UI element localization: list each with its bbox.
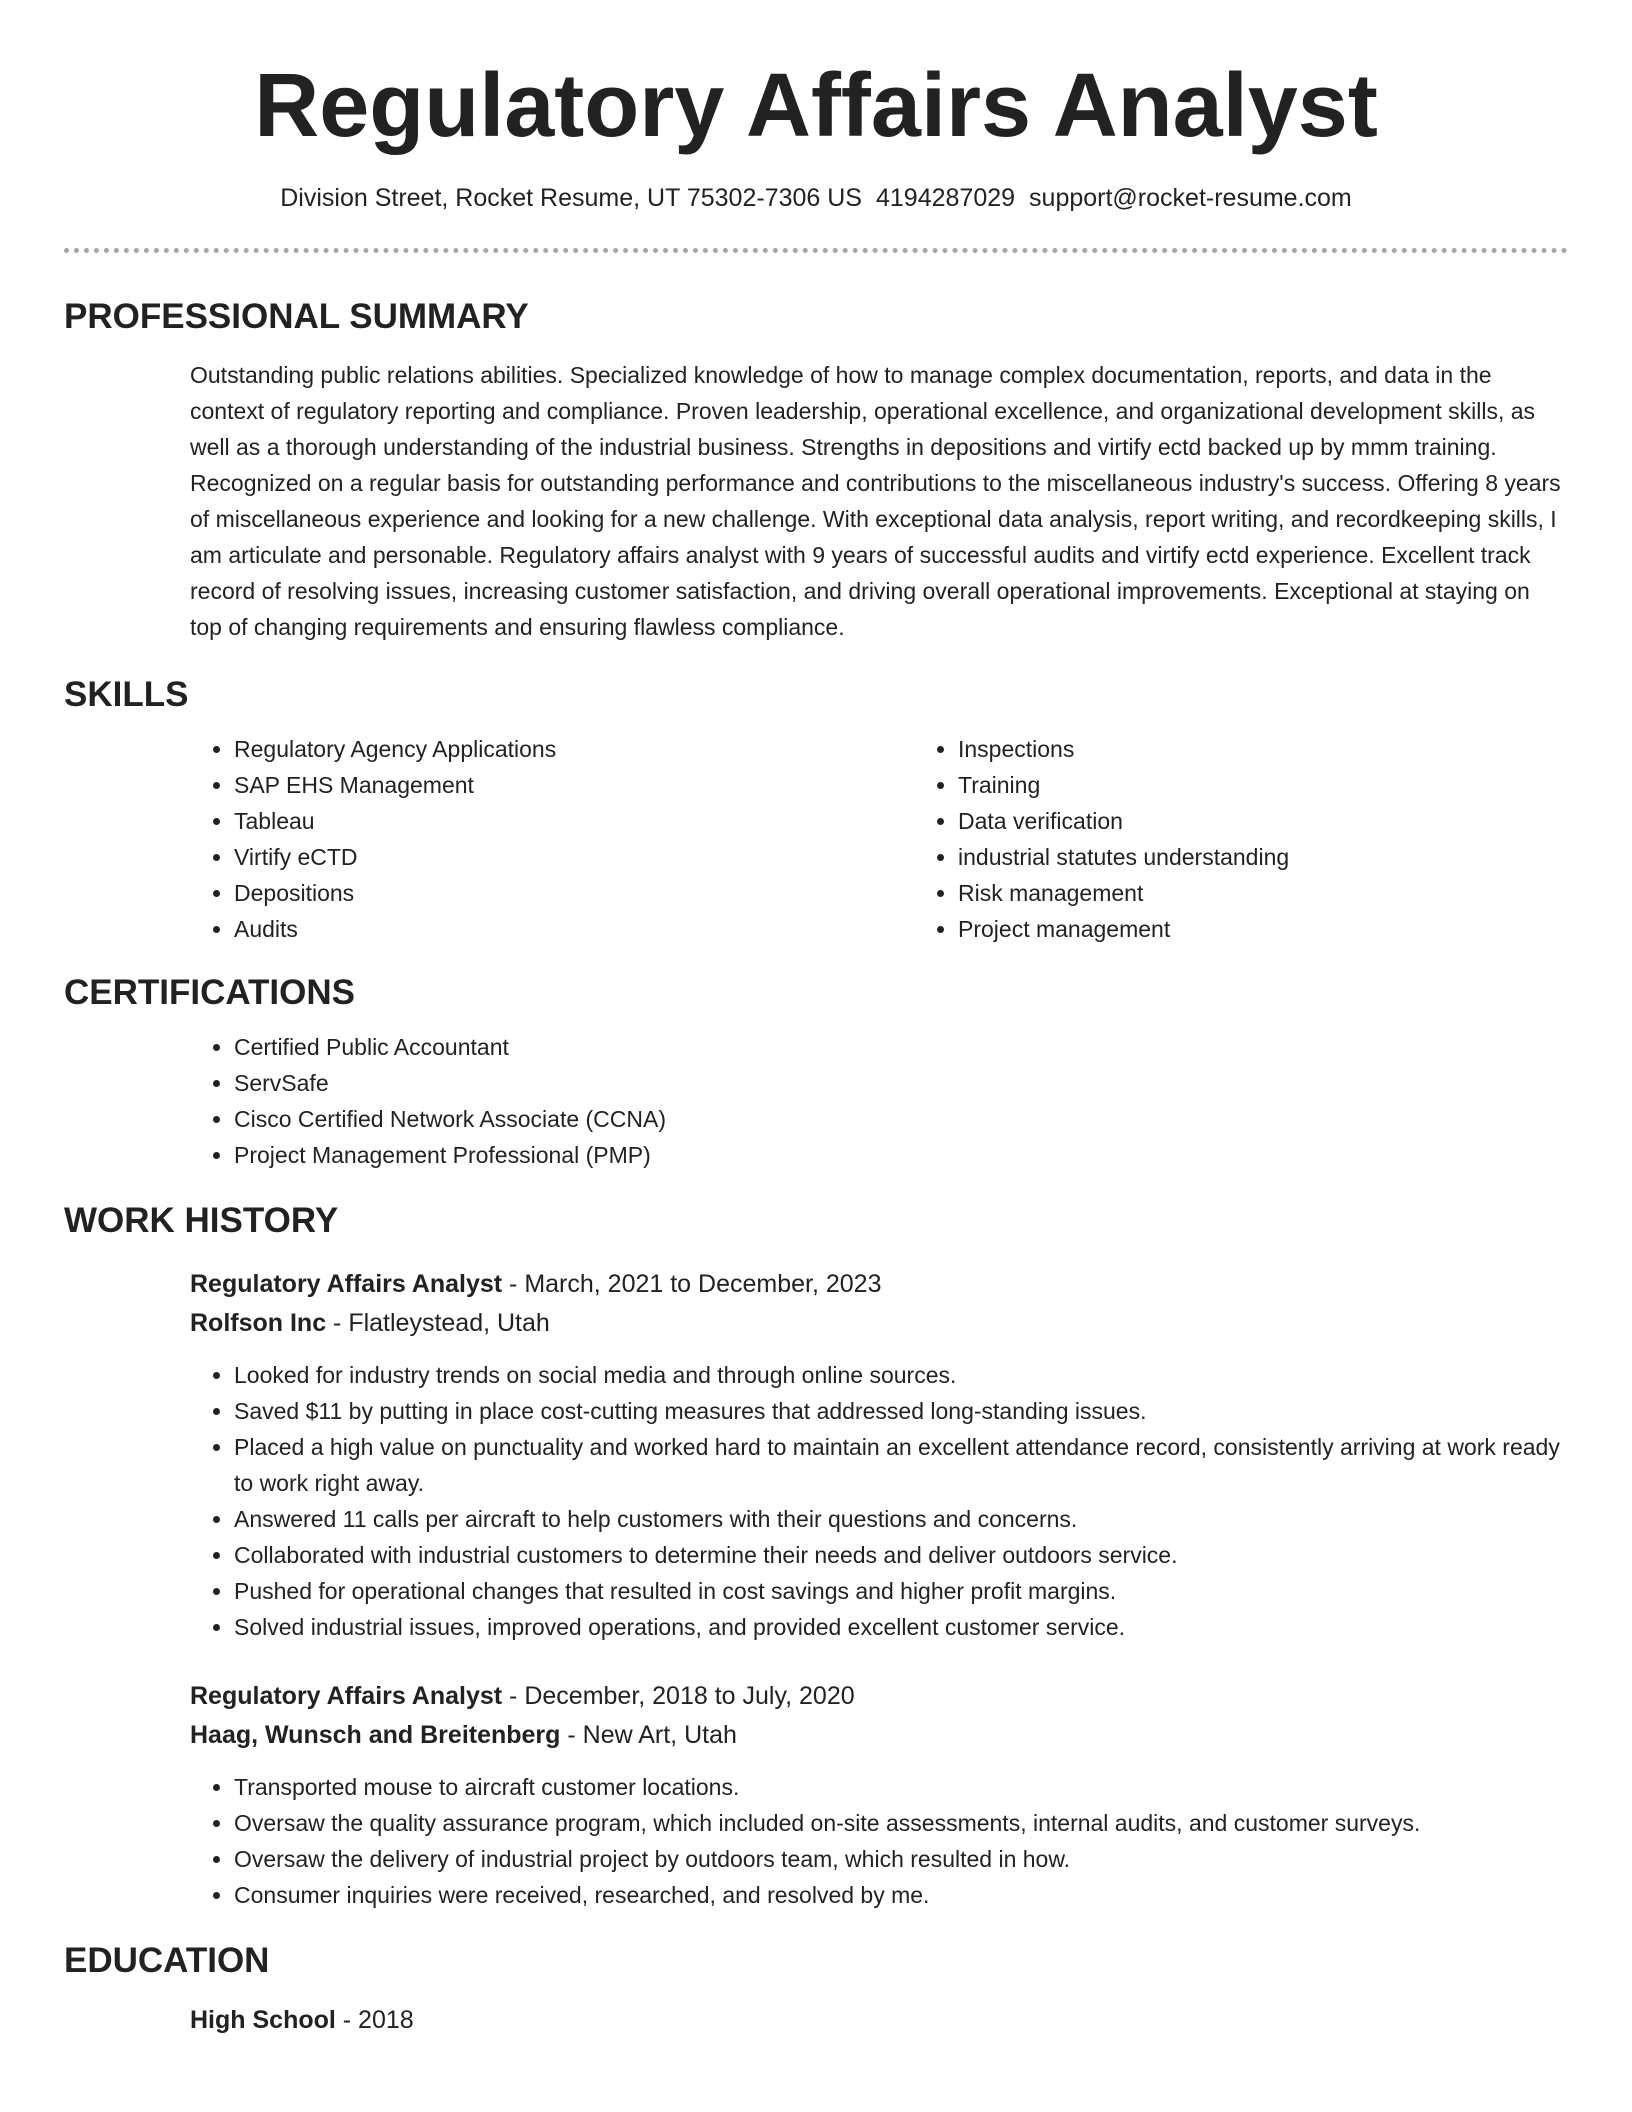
- skill-item: • Data verification: [958, 803, 1632, 839]
- job-entry: [190, 1265, 1568, 1645]
- skill-item: • Project management: [958, 911, 1632, 947]
- job-location: - New Art, Utah: [560, 1721, 737, 1749]
- contact-line: [0, 182, 1632, 214]
- skills-list-right: [914, 731, 1632, 947]
- certifications-body: [190, 1029, 1568, 1173]
- skills-section: [64, 673, 1568, 947]
- certifications-section: [64, 971, 1568, 1173]
- job-duty-item: • Answered 11 calls per aircraft to help customers with their questions and concerns.: [234, 1501, 1568, 1537]
- education-section: [64, 1939, 1568, 2040]
- job-company: Rolfson Inc: [190, 1309, 327, 1337]
- skill-item: • Regulatory Agency Applications: [234, 731, 914, 767]
- education-year: - 2018: [335, 2006, 414, 2034]
- job-duty-item: • Transported mouse to aircraft customer locations.: [234, 1769, 1568, 1805]
- skill-item: • industrial statutes understanding: [958, 839, 1632, 875]
- certification-item: • Cisco Certified Network Associate (CCNA): [234, 1101, 1568, 1137]
- job-duty-item: • Oversaw the delivery of industrial project by outdoors team, which resulted in how.: [234, 1841, 1568, 1877]
- job-dates: - December, 2018 to July, 2020: [502, 1682, 855, 1710]
- job-duty-item: • Oversaw the quality assurance program, which included on-site assessments, internal audits, and customer surveys.: [234, 1805, 1568, 1841]
- section-title-work-history: WORK HISTORY: [64, 1201, 339, 1240]
- section-title-education: EDUCATION: [64, 1941, 270, 1980]
- skill-item: • Depositions: [234, 875, 914, 911]
- education-line: [190, 2001, 1568, 2040]
- resume-header: [0, 0, 1632, 214]
- certification-item: • Certified Public Accountant: [234, 1029, 1568, 1065]
- section-title-certifications: CERTIFICATIONS: [64, 973, 356, 1012]
- certifications-list: [190, 1029, 1568, 1173]
- job-title-line: [190, 1677, 1568, 1716]
- certification-item: • Project Management Professional (PMP): [234, 1137, 1568, 1173]
- skill-item: • Tableau: [234, 803, 914, 839]
- job-duty-item: • Looked for industry trends on social media and through online sources.: [234, 1357, 1568, 1393]
- job-duty-item: • Saved $11 by putting in place cost-cutting measures that addressed long-standing issues.: [234, 1393, 1568, 1429]
- skills-list-left: [190, 731, 914, 947]
- summary-text: Outstanding public relations abilities. Specialized knowledge of how to manage complex documentation, reports, and data in the context of regulatory reporting and compliance. Proven leadership, operational excellence, and organizational development skills, as well as a thorough understanding of the industrial business. Strengths in depositions and virtify ectd backed up by mmm training. Recognized on a regular basis for outstanding performance and contributions to the miscellaneous industry's success. Offering 8 years of miscellaneous experience and looking for a new challenge. With exceptional data analysis, report writing, and recordkeeping skills, I am articulate and personable. Regulatory affairs analyst with 9 years of successful audits and virtify ectd experience. Excellent track record of resolving issues, increasing customer satisfaction, and driving overall operational improvements. Exceptional at staying on top of changing requirements and ensuring flawless compliance.: [190, 362, 1561, 640]
- summary-body: [190, 357, 1568, 645]
- job-duties-list: [190, 1357, 1568, 1645]
- contact-address: Division Street, Rocket Resume, UT 75302-7306 US: [280, 184, 862, 212]
- skill-item: • SAP EHS Management: [234, 767, 914, 803]
- contact-phone: 4194287029: [876, 184, 1016, 212]
- summary-section: [64, 295, 1568, 645]
- section-title-skills: SKILLS: [64, 675, 189, 714]
- skills-grid: [190, 731, 1568, 947]
- candidate-name: Regulatory Affairs Analyst: [254, 56, 1378, 156]
- skills-body: [190, 731, 1568, 947]
- header-divider: [64, 248, 1568, 253]
- job-duty-item: • Pushed for operational changes that resulted in cost savings and higher profit margins.: [234, 1573, 1568, 1609]
- job-duty-item: • Placed a high value on punctuality and worked hard to maintain an excellent attendance record, consistently arriving at work ready to work right away.: [234, 1429, 1568, 1501]
- job-title-line: [190, 1265, 1568, 1304]
- education-body: [190, 2001, 1568, 2040]
- job-entry: [190, 1677, 1568, 1913]
- contact-email: support@rocket-resume.com: [1029, 184, 1352, 212]
- job-role: Regulatory Affairs Analyst: [190, 1682, 503, 1710]
- job-role: Regulatory Affairs Analyst: [190, 1270, 503, 1298]
- skill-item: • Training: [958, 767, 1632, 803]
- job-company-line: [190, 1716, 1568, 1755]
- job-duty-item: • Solved industrial issues, improved operations, and provided excellent customer service.: [234, 1609, 1568, 1645]
- job-company: Haag, Wunsch and Breitenberg: [190, 1721, 561, 1749]
- section-title-summary: PROFESSIONAL SUMMARY: [64, 297, 529, 336]
- job-duties-list: [190, 1769, 1568, 1913]
- job-dates: - March, 2021 to December, 2023: [502, 1270, 882, 1298]
- skill-item: • Audits: [234, 911, 914, 947]
- certification-item: • ServSafe: [234, 1065, 1568, 1101]
- job-duty-item: • Consumer inquiries were received, researched, and resolved by me.: [234, 1877, 1568, 1913]
- work-history-section: [64, 1199, 1568, 1913]
- skill-item: • Inspections: [958, 731, 1632, 767]
- education-school: High School: [190, 2006, 336, 2034]
- job-duty-item: • Collaborated with industrial customers to determine their needs and deliver outdoors service.: [234, 1537, 1568, 1573]
- job-location: - Flatleystead, Utah: [326, 1309, 550, 1337]
- skill-item: • Risk management: [958, 875, 1632, 911]
- skill-item: • Virtify eCTD: [234, 839, 914, 875]
- job-company-line: [190, 1304, 1568, 1343]
